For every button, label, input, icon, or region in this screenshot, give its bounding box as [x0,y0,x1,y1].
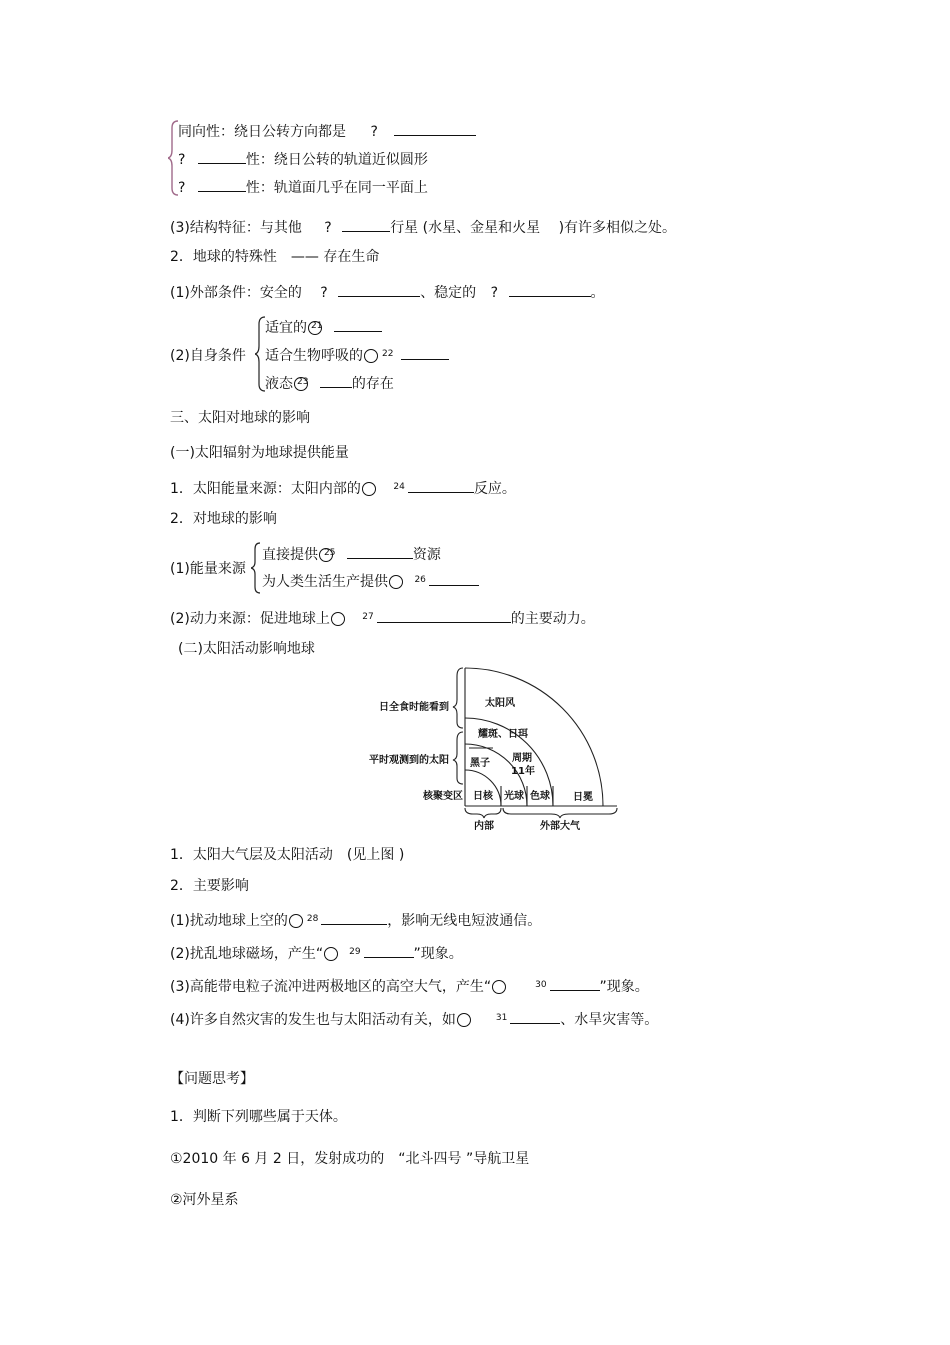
blank-line[interactable] [364,943,414,958]
label-core: 日核 [473,791,493,802]
label-chromosphere: 色球 [530,791,550,802]
same-direction-line: 同向性：绕日公转方向都是 ? [178,121,476,141]
section-3-title: 三、太阳对地球的影响 [170,410,310,426]
circle-marker-icon [362,482,376,496]
impact-4: (4)许多自然灾害的发生也与太阳活动有关，如 $^{31}$ 、水旱灾害等。 [170,1009,658,1029]
blank-line[interactable] [401,345,449,360]
circle-marker-icon [331,612,345,626]
blank-line[interactable] [377,608,511,623]
near-circle-line: ? 性：绕日公转的轨道近似圆形 [178,149,428,169]
subsection-1-title: (一)太阳辐射为地球提供能量 [170,445,349,461]
label-corona: 日冕 [573,792,593,803]
blank-line[interactable] [342,217,390,232]
self-condition-label: (2)自身条件 [170,348,246,364]
atmosphere-line: 1．太阳大气层及太阳活动 (见上图 ) [170,847,405,863]
impact-1: (1)扰动地球上空的 $^{28}$ ，影响无线电短波通信。 [170,910,541,930]
circle-marker-icon [457,1013,471,1027]
energy-item-1: 直接提供 $^{25}$ 资源 [262,544,441,564]
impact-2: (2)扰乱地球磁场，产生“ $^{29}$ ”现象。 [170,943,463,963]
blank-line[interactable] [320,373,352,388]
question-1: 1．判断下列哪些属于天体。 [170,1109,347,1125]
blank-line[interactable] [509,282,591,297]
self-item-2: 适合生物呼吸的 $^{22}$ [265,345,449,365]
circle-marker-icon [492,980,506,994]
subsection-2-title: (二)太阳活动影响地球 [178,641,315,657]
effect-heading: 2．对地球的影响 [170,511,277,527]
label-inner: 内部 [474,821,494,832]
energy-label: (1)能量来源 [170,561,246,577]
label-solar-wind: 太阳风 [485,698,515,709]
circle-marker-icon [289,914,303,928]
label-normal: 平时观测到的太阳 [369,755,449,766]
label-flare: 耀斑、日珥 [478,729,528,740]
external-condition-line: (1)外部条件：安全的 ? 、稳定的 ? 。 [170,282,605,302]
label-outer: 外部大气 [540,821,580,832]
label-photosphere: 光球 [504,791,524,802]
label-period-years: 11年 [511,766,535,777]
blank-line[interactable] [338,282,420,297]
blank-line[interactable] [321,910,387,925]
label-core-fusion: 核聚变区 [423,791,463,802]
coplanar-line: ? 性：轨道面几乎在同一平面上 [178,177,428,197]
energy-item-2: 为人类生活生产提供 $^{26}$ [262,571,479,591]
circle-marker-icon [389,575,403,589]
blank-line[interactable] [198,149,246,164]
blank-line[interactable] [198,177,246,192]
blank-line[interactable] [347,544,413,559]
label-sunspot: 黑子 [470,758,490,769]
label-eclipse: 日全食时能看到 [379,702,449,713]
main-impact-heading: 2．主要影响 [170,878,249,894]
questions-heading: 【问题思考】 [170,1071,254,1087]
impact-3: (3)高能带电粒子流冲进两极地区的高空大气，产生“ $^{30}$ ”现象。 [170,976,649,996]
option-1: ①2010 年 6 月 2 日，发射成功的 “北斗四号 ”导航卫星 [170,1151,530,1167]
blank-line[interactable] [510,1009,560,1024]
self-item-3: 液态 $^{23}$ 的存在 [265,373,394,393]
special-heading: 2．地球的特殊性 —— 存在生命 [170,249,380,265]
blank-line[interactable] [334,317,382,332]
blank-line[interactable] [408,478,474,493]
self-item-1: 适宜的 $^{21}$ [265,317,382,337]
blank-line[interactable] [394,121,476,136]
circle-marker-icon [364,349,378,363]
energy-source-line: 1．太阳能量来源：太阳内部的 $^{24}$ 反应。 [170,478,516,498]
circle-marker-icon [324,947,338,961]
blank-line[interactable] [429,571,479,586]
label-period: 周期 [512,753,532,764]
brace-3 [251,542,261,594]
sun-structure-diagram [365,662,625,834]
blank-line[interactable] [550,976,600,991]
structure-line: (3)结构特征：与其他 ? 行星 (水星、金星和火星 )有许多相似之处。 [170,217,676,237]
option-2: ②河外星系 [170,1192,239,1208]
power-source-line: (2)动力来源：促进地球上 $^{27}$ 的主要动力。 [170,608,595,628]
